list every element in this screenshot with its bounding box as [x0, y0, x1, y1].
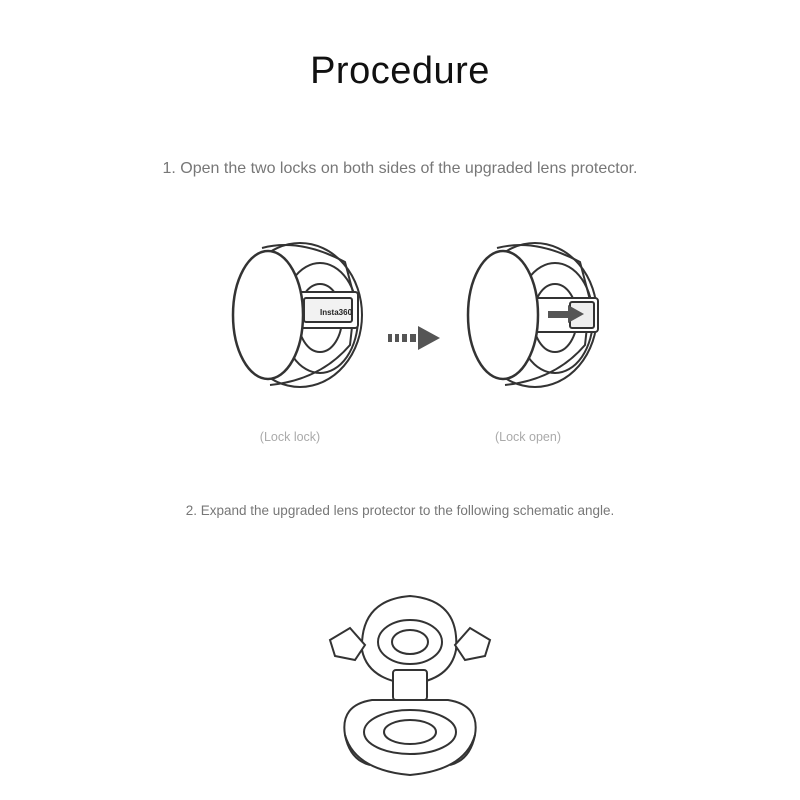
- page-title: Procedure: [310, 50, 490, 92]
- caption-lock-open: (Lock open): [494, 430, 561, 444]
- step-2-text: 2. Expand the upgraded lens protector to the following schematic angle.: [185, 503, 615, 518]
- expanded-lens-protector-icon: [330, 596, 490, 775]
- brand-label: Insta360: [320, 308, 353, 317]
- step-1-text: 1. Open the two locks on both sides of the upgraded lens protector.: [162, 160, 638, 177]
- caption-lock-closed: (Lock lock): [259, 430, 321, 444]
- dashed-arrow-right-icon: [388, 326, 440, 350]
